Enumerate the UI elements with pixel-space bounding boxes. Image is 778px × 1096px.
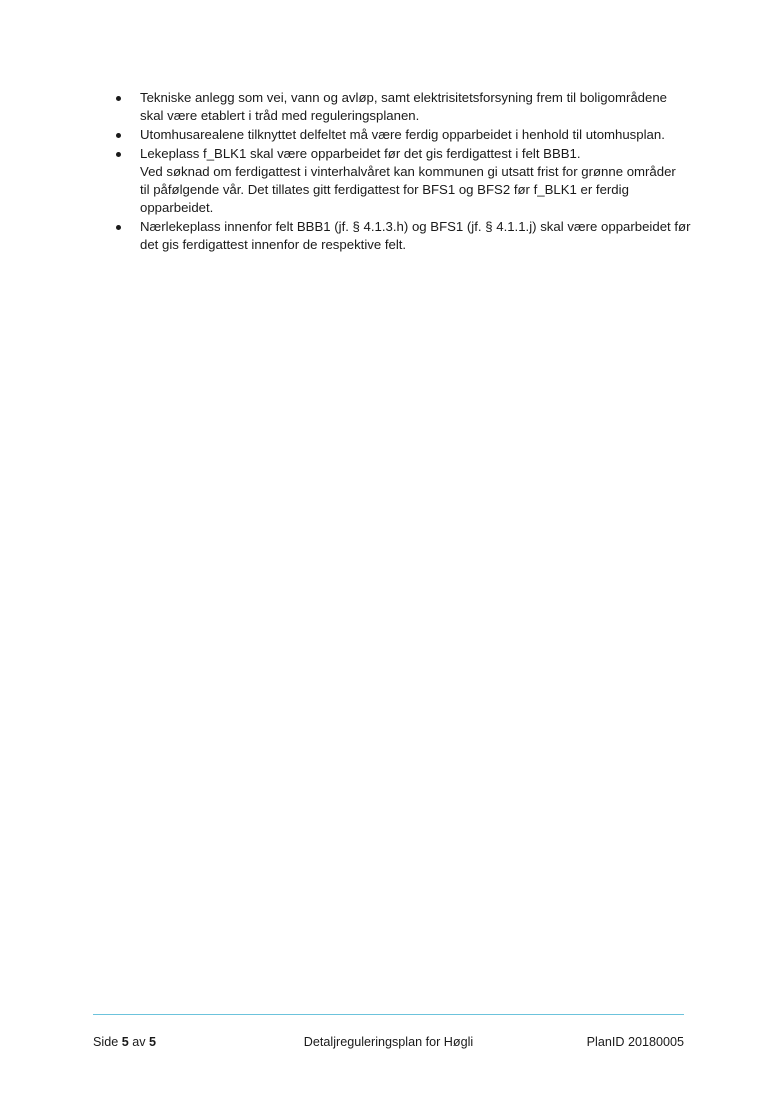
bullet-line: Lekeplass f_BLK1 skal være opparbeidet før det gis ferdigattest i felt BBB1.	[140, 146, 581, 161]
bullet-item-outdoor-areas	[113, 126, 693, 144]
bullet-icon	[116, 96, 121, 101]
bullet-item-technical-facilities	[113, 89, 693, 125]
total-page-number: 5	[149, 1035, 157, 1049]
bullet-line: det gis ferdigattest innenfor de respektive felt.	[140, 237, 407, 252]
bullet-item-playground	[113, 145, 693, 217]
requirements-bullet-list	[113, 89, 693, 255]
av-label: av	[132, 1035, 146, 1049]
bullet-item-local-playground	[113, 218, 693, 254]
bullet-line: Nærlekeplass innenfor felt BBB1 (jf. § 4.1.3.h) og BFS1 (jf. § 4.1.1.j) skal være opparbeidet før	[140, 219, 691, 234]
bullet-line: til påfølgende vår. Det tillates gitt ferdigattest for BFS1 og BFS2 før f_BLK1 er ferdig	[140, 182, 629, 197]
bullet-line: Utomhusarealene tilknyttet delfeltet må være ferdig opparbeidet i henhold til utomhusplan.	[140, 127, 665, 142]
bullet-line: opparbeidet.	[140, 200, 214, 215]
plan-id: PlanID 20180005	[586, 1035, 684, 1049]
side-label: Side	[93, 1035, 119, 1049]
bullet-icon	[116, 152, 121, 157]
bullet-icon	[116, 133, 121, 138]
bullet-line: Ved søknad om ferdigattest i vinterhalvåret kan kommunen gi utsatt frist for grønne områder	[140, 164, 676, 179]
footer-divider	[93, 1014, 684, 1015]
bullet-line: skal være etablert i tråd med reguleringsplanen.	[140, 108, 420, 123]
bullet-line: Tekniske anlegg som vei, vann og avløp, samt elektrisitetsforsyning frem til boligområdene	[140, 90, 668, 105]
current-page-number: 5	[121, 1035, 129, 1049]
document-title: Detaljreguleringsplan for Høgli	[303, 1035, 474, 1049]
bullet-icon	[116, 225, 121, 230]
page-footer	[93, 1033, 684, 1051]
